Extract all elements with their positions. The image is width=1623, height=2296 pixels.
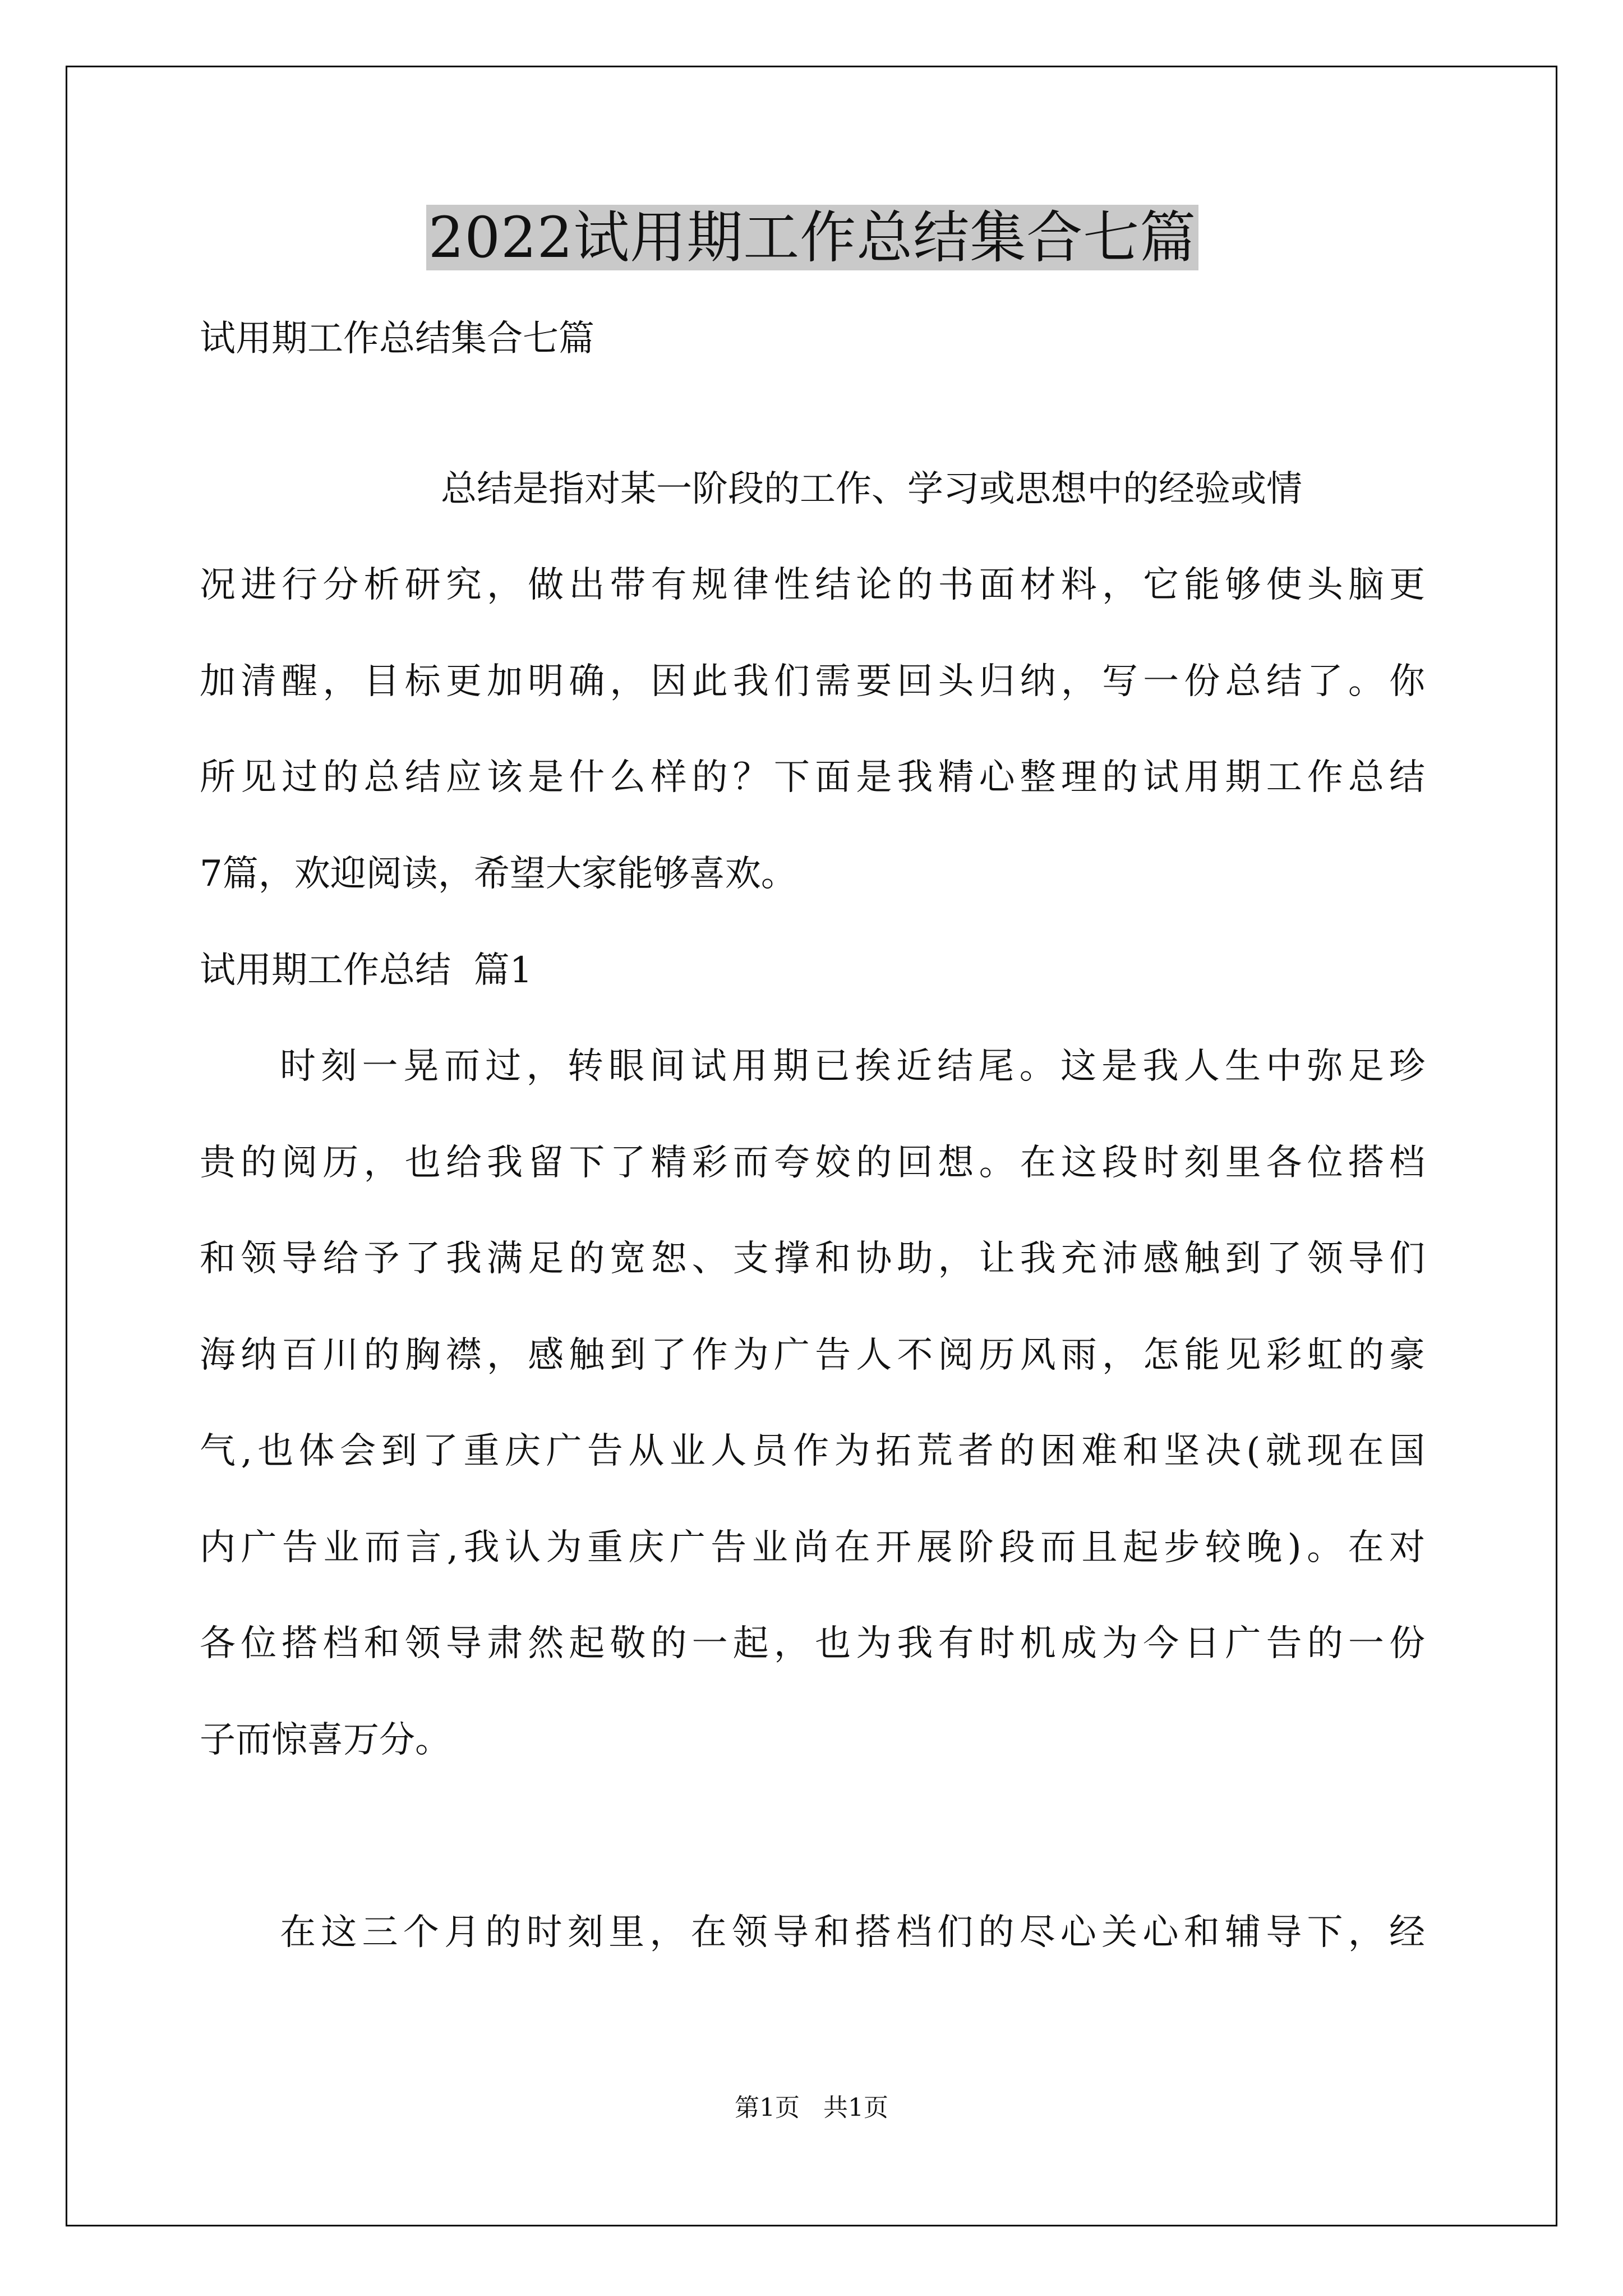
paragraph-line: 气,也体会到了重庆广告从业人员作为拓荒者的困难和坚决(就现在国 — [200, 1430, 1425, 1472]
document-subtitle: 试用期工作总结集合七篇 — [200, 318, 594, 360]
intro-line: 加清醒，目标更加明确，因此我们需要回头归纳，写一份总结了。你 — [200, 661, 1425, 702]
paragraph-line: 和领导给予了我满足的宽恕、支撑和协助，让我充沛感触到了领导们 — [200, 1238, 1425, 1280]
intro-line: 所见过的总结应该是什么样的？下面是我精心整理的试用期工作总结 — [200, 757, 1425, 798]
intro-line: 况进行分析研究，做出带有规律性结论的书面材料，它能够使头脑更 — [200, 564, 1425, 606]
paragraph-line: 时刻一晃而过，转眼间试用期已挨近结尾。这是我人生中弥足珍 — [280, 1046, 1425, 1087]
paragraph-line: 子而惊喜万分。 — [200, 1719, 451, 1761]
paragraph-line: 内广告业而言,我认为重庆广告业尚在开展阶段而且起步较晚)。在对 — [200, 1527, 1425, 1568]
document-title-text: 2022试用期工作总结集合七篇 — [426, 205, 1199, 270]
intro-line: 7篇，欢迎阅读，希望大家能够喜欢。 — [200, 853, 797, 895]
page-number: 第1页 共1页 — [735, 2093, 888, 2122]
intro-line: 总结是指对某一阶段的工作、学习或思想中的经验或情 — [441, 468, 1302, 510]
paragraph-line: 各位搭档和领导肃然起敬的一起，也为我有时机成为今日广告的一份 — [200, 1623, 1425, 1664]
section-heading: 试用期工作总结 篇1 — [200, 950, 533, 991]
paragraph-line: 在这三个月的时刻里，在领导和搭档们的尽心关心和辅导下，经 — [280, 1912, 1425, 1953]
document-title — [200, 199, 1425, 277]
page-footer — [0, 2091, 1623, 2125]
paragraph-line: 贵的阅历，也给我留下了精彩而夸姣的回想。在这段时刻里各位搭档 — [200, 1142, 1425, 1184]
paragraph-line: 海纳百川的胸襟，感触到了作为广告人不阅历风雨，怎能见彩虹的豪 — [200, 1335, 1425, 1376]
